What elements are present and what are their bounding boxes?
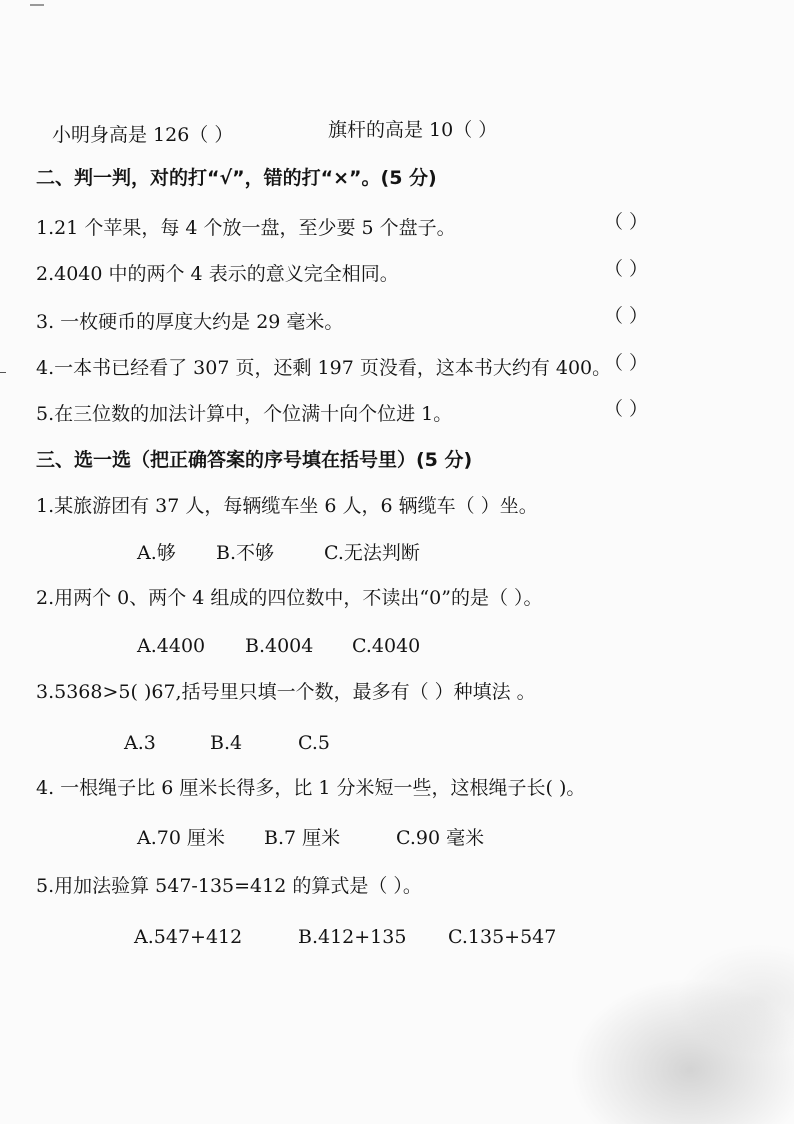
judge-item-3: 3. 一枚硬币的厚度大约是 29 毫米。 [36, 311, 344, 333]
section-2-heading: 二、判一判，对的打“√”，错的打“×”。(5 分) [36, 167, 437, 189]
option-a[interactable]: A.4400 [137, 635, 206, 657]
option-c[interactable]: C.4040 [352, 635, 421, 657]
option-a[interactable]: A.547+412 [134, 926, 243, 948]
option-b[interactable]: B.412+135 [298, 926, 407, 948]
option-b[interactable]: B.7 厘米 [264, 827, 341, 849]
height-question-left: 小明身高是 126（ ） [52, 124, 234, 146]
scan-mark [0, 372, 6, 373]
option-c[interactable]: C.135+547 [448, 926, 557, 948]
answer-paren[interactable]: （ ） [604, 305, 649, 327]
option-b[interactable]: B.4004 [245, 635, 314, 657]
choice-question-5: 5.用加法验算 547-135=412 的算式是（ ）。 [36, 875, 422, 897]
judge-item-2: 2.4040 中的两个 4 表示的意义完全相同。 [36, 263, 399, 285]
judge-item-4: 4.一本书已经看了 307 页，还剩 197 页没看，这本书大约有 400。 [36, 357, 612, 379]
section-3-heading: 三、选一选（把正确答案的序号填在括号里）(5 分) [36, 449, 473, 471]
choice-question-1: 1.某旅游团有 37 人，每辆缆车坐 6 人，6 辆缆车（ ）坐。 [36, 495, 538, 517]
option-a[interactable]: A.3 [124, 732, 156, 754]
answer-paren[interactable]: （ ） [604, 398, 649, 420]
option-a[interactable]: A.70 厘米 [137, 827, 225, 849]
option-a[interactable]: A.够 [137, 542, 176, 564]
answer-paren[interactable]: （ ） [604, 211, 649, 233]
option-c[interactable]: C.90 毫米 [396, 827, 485, 849]
judge-item-5: 5.在三位数的加法计算中，个位满十向个位进 1。 [36, 403, 453, 425]
answer-paren[interactable]: （ ） [604, 352, 649, 374]
judge-item-1: 1.21 个苹果，每 4 个放一盘，至少要 5 个盘子。 [36, 217, 456, 239]
option-b[interactable]: B.不够 [216, 542, 275, 564]
choice-question-4: 4. 一根绳子比 6 厘米长得多，比 1 分米短一些，这根绳子长( )。 [36, 777, 586, 799]
option-c[interactable]: C.无法判断 [324, 542, 420, 564]
answer-paren[interactable]: （ ） [604, 258, 649, 280]
option-c[interactable]: C.5 [298, 732, 330, 754]
option-b[interactable]: B.4 [210, 732, 243, 754]
choice-question-3: 3.5368>5( )67,括号里只填一个数，最多有（ ）种填法 。 [36, 681, 536, 703]
height-question-right: 旗杆的高是 10（ ） [328, 119, 498, 141]
choice-question-2: 2.用两个 0、两个 4 组成的四位数中，不读出“0”的是（ ）。 [36, 587, 543, 609]
scan-mark [30, 4, 44, 6]
